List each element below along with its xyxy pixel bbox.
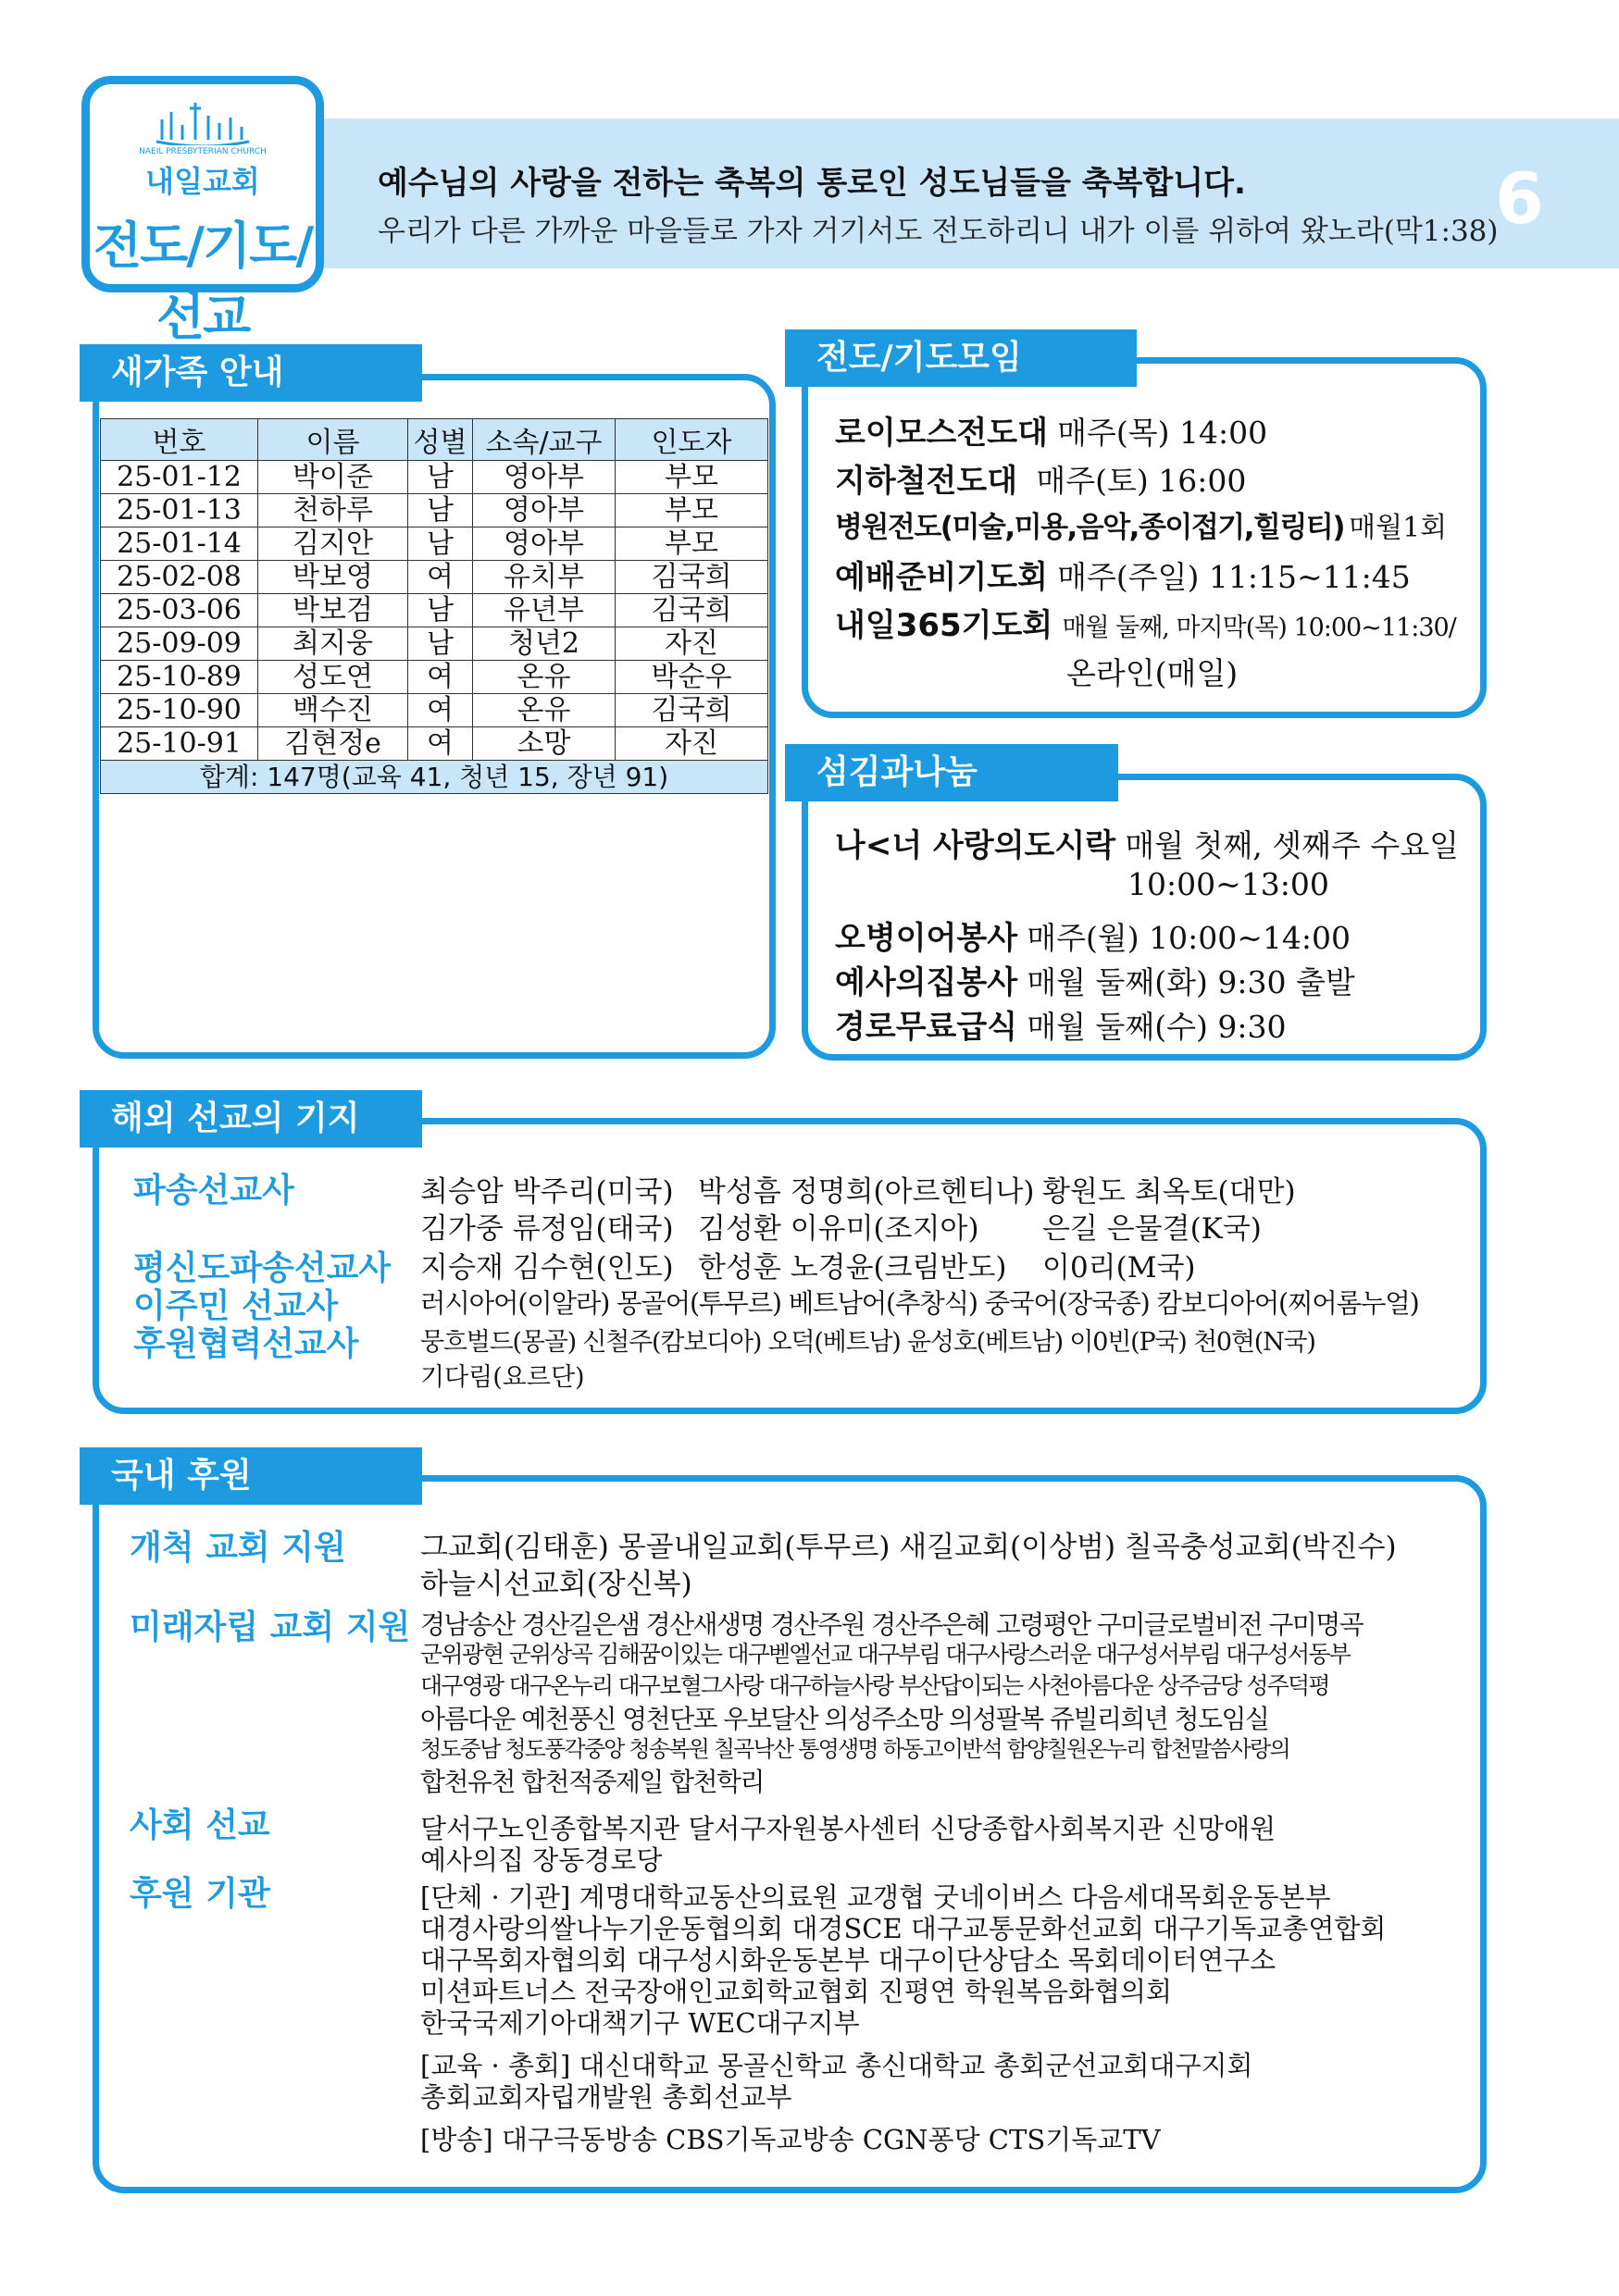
pioneer-line: 그교회(김태훈) 몽골내일교회(투무르) 새길교회(이상범) 칠곡충성교회(박진수) [420,1531,1397,1564]
table-cell: 최지웅 [258,627,408,661]
label-sponsor-orgs: 후원 기관 [130,1875,270,1913]
missionary-entry: 김가중 류정임(태국) [420,1212,674,1246]
partner-missionary-line: 뭉흐벌드(몽골) 신철주(캄보디아) 오덕(베트남) 윤성호(베트남) 이0빈(P국) 천0현(N국) [420,1328,1315,1357]
evangelism-item: 지하철전도대 매주(토) 16:00 [835,463,1247,500]
table-cell: 부모 [616,461,768,494]
table-row [101,627,768,661]
table-cell: 자진 [616,627,768,661]
pioneer-line: 하늘시선교회(장신복) [420,1568,692,1601]
label-sent-missionaries: 파송선교사 [133,1172,294,1210]
table-cell: 김현정e [258,727,408,761]
table-row [101,661,768,694]
logo-name: 내일교회 [145,164,260,199]
table-cell: 박순우 [616,661,768,694]
missionary-entry: 최승암 박주리(미국) [420,1175,674,1209]
table-cell: 박이준 [258,461,408,494]
table-cell: 남 [408,527,473,561]
table-cell: 영아부 [473,527,616,561]
sponsor-line: 대경사랑의쌀나누기운동협의회 대경SCE 대구교통문화선교회 대구기독교총연합회 [420,1913,1387,1944]
missionary-entry: 이0리(M국) [1042,1251,1196,1285]
partner-missionary-line: 기다림(요르단) [420,1363,585,1392]
column-header: 번호 [101,419,258,461]
table-cell: 온유 [473,694,616,727]
table-cell: 여 [408,727,473,761]
evangelism-item: 내일365기도회 매월 둘째, 마지막(목) 10:00~11:30/ [835,607,1456,644]
table-cell: 김지안 [258,527,408,561]
column-header: 소속/교구 [473,419,616,461]
missionary-entry: 황원도 최옥토(대만) [1042,1175,1296,1209]
table-cell: 소망 [473,727,616,761]
serving-item: 오병이어봉사 매주(월) 10:00~14:00 [835,920,1351,957]
future-church-line: 군위광현 군위상곡 김해꿈이있는 대구벧엘선교 대구부림 대구사랑스러운 대구성서부림 대구성서동부 [420,1641,1351,1668]
table-header-row [101,419,768,461]
table-cell: 여 [408,561,473,594]
missionary-entry: 박성흠 정명희(아르헨티나) [698,1175,1035,1209]
column-header: 이름 [258,419,408,461]
label-migrant-missionaries: 이주민 선교사 [133,1287,339,1325]
church-logo-box [81,76,324,346]
sponsor-line: [방송] 대구극동방송 CBS기독교방송 CGN퐁당 CTS기독교TV [420,2124,1161,2155]
table-cell: 성도연 [258,661,408,694]
future-church-line: 경남송산 경산길은샘 경산새생명 경산주원 경산주은혜 고령평안 구미글로벌비전 구미명곡 [420,1609,1364,1640]
social-mission-line: 예사의집 장동경로당 [420,1844,663,1876]
table-cell: 박보영 [258,561,408,594]
evangelism-item-cont: 온라인(매일) [1066,655,1239,691]
table-total: 합계: 147명(교육 41, 청년 15, 장년 91) [101,761,768,794]
future-church-line: 대구영광 대구온누리 대구보혈그사랑 대구하늘사랑 부산답이되는 사천아름다운 상주금당 성주덕평 [420,1672,1329,1699]
overseas-tab: 해외 선교의 기지 [80,1090,422,1148]
table-row [101,727,768,761]
table-row [101,561,768,594]
column-header: 성별 [408,419,473,461]
serving-item: 경로무료급식 매월 둘째(수) 9:30 [835,1009,1287,1046]
missionary-entry: 지승재 김수현(인도) [420,1251,674,1285]
serving-tab: 섬김과나눔 [785,744,1118,801]
table-cell: 25-09-09 [101,627,258,661]
future-church-line: 아름다운 예천풍신 영천단포 우보달산 의성주소망 의성팔복 쥬빌리희년 청도임실 [420,1704,1269,1734]
table-cell: 25-01-12 [101,461,258,494]
table-cell: 백수진 [258,694,408,727]
table-cell: 박보검 [258,594,408,627]
sponsor-line: 미션파트너스 전국장애인교회학교협회 진평연 학원복음화협의회 [420,1976,1173,2007]
table-row [101,594,768,627]
page-title: 전도/기도/선교 [93,217,313,346]
table-total-row [101,761,768,794]
table-cell: 김국희 [616,561,768,594]
table-cell: 온유 [473,661,616,694]
evangelism-item: 로이모스전도대 매주(목) 14:00 [835,415,1268,452]
table-row [101,461,768,494]
banner-headline: 예수님의 사랑을 전하는 축복의 통로인 성도님들을 축복합니다. [378,165,1246,202]
table-cell: 부모 [616,527,768,561]
table-cell: 유년부 [473,594,616,627]
serving-item: 나<너 사랑의도시락 매월 첫째, 셋째주 수요일 [835,827,1459,864]
table-cell: 25-02-08 [101,561,258,594]
table-cell: 여 [408,661,473,694]
evangelism-item: 병원전도(미술,미용,음악,종이접기,힐링티) 매월1회 [835,511,1448,544]
sponsor-line: 대구목회자협의회 대구성시화운동본부 대구이단상담소 목회데이터연구소 [420,1944,1277,1976]
table-cell: 영아부 [473,494,616,527]
table-cell: 남 [408,494,473,527]
column-header: 인도자 [616,419,768,461]
table-cell: 25-10-91 [101,727,258,761]
table-cell: 25-01-14 [101,527,258,561]
missionary-entry: 한성훈 노경윤(크림반도) [698,1251,1007,1285]
evangelism-tab: 전도/기도모임 [785,329,1137,387]
table-cell: 영아부 [473,461,616,494]
domestic-tab: 국내 후원 [80,1447,422,1505]
sponsor-line: [단체 · 기관] 계명대학교동산의료원 교갱협 굿네이버스 다음세대목회운동본부 [420,1881,1331,1913]
table-cell: 25-10-90 [101,694,258,727]
label-lay-missionaries: 평신도파송선교사 [133,1249,392,1287]
label-partner-missionaries: 후원협력선교사 [133,1325,359,1363]
missionary-entry: 은길 은물결(K국) [1042,1212,1262,1246]
page-number: 6 [1495,157,1544,240]
table-cell: 남 [408,627,473,661]
church-skyline-icon [155,92,251,145]
missionary-entry: 김성환 이유미(조지아) [698,1212,979,1246]
table-cell: 남 [408,594,473,627]
serving-item: 예사의집봉사 매월 둘째(화) 9:30 출발 [835,964,1355,1001]
sponsor-line: [교육 · 총회] 대신대학교 몽골신학교 총신대학교 총회군선교회대구지회 [420,2050,1253,2081]
table-cell: 청년2 [473,627,616,661]
label-social-mission: 사회 선교 [130,1806,270,1844]
table-cell: 25-01-13 [101,494,258,527]
serving-item-cont: 10:00~13:00 [1127,866,1329,902]
logo-subtitle: NAEIL PRESBYTERIAN CHURCH [139,147,267,156]
banner-verse: 우리가 다른 가까운 마을들로 가자 거기서도 전도하리니 내가 이를 위하여 왔노라(막1:38) [378,215,1499,248]
table-cell: 김국희 [616,694,768,727]
sponsor-line: 총회교회자립개발원 총회선교부 [420,2081,792,2113]
label-future-churches: 미래자립 교회 지원 [130,1608,411,1646]
new-family-table-wrap [100,418,768,794]
table-cell: 천하루 [258,494,408,527]
table-cell: 25-03-06 [101,594,258,627]
sponsor-line: 한국국제기아대책기구 WEC대구지부 [420,2007,860,2039]
table-cell: 여 [408,694,473,727]
table-cell: 부모 [616,494,768,527]
table-cell: 25-10-89 [101,661,258,694]
new-family-table [100,418,768,794]
table-cell: 남 [408,461,473,494]
social-mission-line: 달서구노인종합복지관 달서구자원봉사센터 신당종합사회복지관 신망애원 [420,1813,1277,1844]
future-church-line: 합천유천 합천적중제일 합천학리 [420,1767,764,1797]
table-row [101,694,768,727]
label-pioneer-churches: 개척 교회 지원 [130,1529,346,1567]
evangelism-item: 예배준비기도회 매주(주일) 11:15~11:45 [835,559,1411,596]
table-row [101,527,768,561]
table-cell: 김국희 [616,594,768,627]
migrant-missionary-line: 러시아어(이알라) 몽골어(투무르) 베트남어(추창식) 중국어(장국종) 캄보디아어(찌어롬누얼) [420,1288,1419,1319]
table-cell: 유치부 [473,561,616,594]
future-church-line: 청도중남 청도풍각중앙 청송복원 칠곡낙산 통영생명 하동고이반석 함양칠원온누리 합천말씀사랑의 [420,1736,1289,1762]
table-row [101,494,768,527]
table-cell: 자진 [616,727,768,761]
new-family-tab: 새가족 안내 [80,344,422,402]
